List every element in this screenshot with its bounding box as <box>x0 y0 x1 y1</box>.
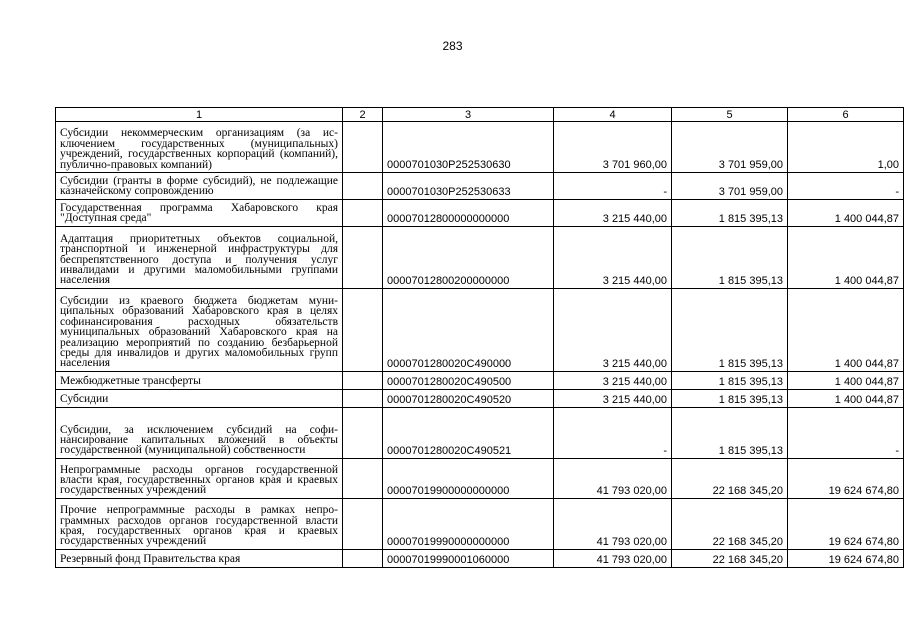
row-value-col6: 1 400 044,87 <box>788 226 904 288</box>
row-value-col6: 19 624 674,80 <box>788 498 904 549</box>
row-name-cell: Субсидии (гранты в форме субсидий), не подлежащие казначейскому сопровождению <box>56 173 343 200</box>
row-value-col4: 3 215 440,00 <box>554 288 672 371</box>
table-row <box>56 407 904 458</box>
row-col2-cell <box>343 122 383 173</box>
row-value-col6: - <box>788 407 904 458</box>
row-col2-cell <box>343 199 383 226</box>
row-col2-cell <box>343 549 383 567</box>
column-header: 3 <box>383 108 554 122</box>
table-row <box>56 458 904 498</box>
row-code-cell: 0000701280020C490500 <box>383 371 554 389</box>
row-value-col6: 19 624 674,80 <box>788 458 904 498</box>
table-row <box>56 549 904 567</box>
table-row <box>56 226 904 288</box>
row-value-col4: 3 215 440,00 <box>554 371 672 389</box>
table-header-row <box>56 108 904 122</box>
row-col2-cell <box>343 458 383 498</box>
row-code-cell: 00007019990001060000 <box>383 549 554 567</box>
row-code-cell: 00007019990000000000 <box>383 498 554 549</box>
row-col2-cell <box>343 288 383 371</box>
row-value-col5: 3 701 959,00 <box>672 173 788 200</box>
row-value-col5: 1 815 395,13 <box>672 199 788 226</box>
row-value-col6: 1 400 044,87 <box>788 288 904 371</box>
row-name-cell: Межбюджетные трансферты <box>56 371 343 389</box>
row-value-col6: 1,00 <box>788 122 904 173</box>
row-value-col6: 19 624 674,80 <box>788 549 904 567</box>
column-header: 1 <box>56 108 343 122</box>
row-value-col4: 3 215 440,00 <box>554 226 672 288</box>
row-value-col4: 41 793 020,00 <box>554 549 672 567</box>
column-header: 2 <box>343 108 383 122</box>
row-value-col4: 3 701 960,00 <box>554 122 672 173</box>
table-row <box>56 122 904 173</box>
row-name-cell: Прочие непрограммные расходы в рамках непрограммных расходов органов государственной власти края, государственных органов края и краевых государственных учреждений <box>56 498 343 549</box>
row-code-cell: 0000701280020C490000 <box>383 288 554 371</box>
table-row <box>56 498 904 549</box>
row-value-col5: 1 815 395,13 <box>672 389 788 407</box>
row-name-cell: Резервный фонд Правительства края <box>56 549 343 567</box>
row-value-col5: 22 168 345,20 <box>672 549 788 567</box>
row-value-col4: 3 215 440,00 <box>554 389 672 407</box>
row-name-cell: Субсидии из краевого бюджета бюджетам муниципальных образований Хабаровского края в целях софинансирования расходных обязательств муниципальных образований Хабаровского края на реализацию мероприятий по созданию безбарьерной среды для инвалидов и других маломобильных групп населения <box>56 288 343 371</box>
row-col2-cell <box>343 389 383 407</box>
row-col2-cell <box>343 226 383 288</box>
row-name-cell: Субсидии некоммерческим организациям (за исключением государственных (муниципальных) учреждений, государственных корпораций (компаний), публично-правовых компаний) <box>56 122 343 173</box>
page-number: 283 <box>442 39 463 53</box>
row-value-col5: 1 815 395,13 <box>672 407 788 458</box>
table-row <box>56 173 904 200</box>
column-header: 6 <box>788 108 904 122</box>
table-row <box>56 389 904 407</box>
row-value-col4: 41 793 020,00 <box>554 458 672 498</box>
row-code-cell: 0000701030P252530630 <box>383 122 554 173</box>
row-value-col5: 22 168 345,20 <box>672 458 788 498</box>
row-code-cell: 00007012800000000000 <box>383 199 554 226</box>
table-row <box>56 199 904 226</box>
row-value-col5: 22 168 345,20 <box>672 498 788 549</box>
row-col2-cell <box>343 371 383 389</box>
row-name-cell: Субсидии <box>56 389 343 407</box>
row-col2-cell <box>343 498 383 549</box>
row-name-cell: Адаптация приоритетных объектов социальной, транспортной и инженерной инфраструктуры для беспрепятственного доступа и получения услуг инвалидами и другими маломобильными группами населения <box>56 226 343 288</box>
budget-table <box>55 107 904 568</box>
row-value-col5: 1 815 395,13 <box>672 288 788 371</box>
row-value-col4: 3 215 440,00 <box>554 199 672 226</box>
row-value-col4: 41 793 020,00 <box>554 498 672 549</box>
table-row <box>56 288 904 371</box>
row-name-cell: Непрограммные расходы органов государственной власти края, государственных органов края и краевых государственных учреждений <box>56 458 343 498</box>
column-header: 5 <box>672 108 788 122</box>
row-value-col6: 1 400 044,87 <box>788 199 904 226</box>
row-value-col5: 3 701 959,00 <box>672 122 788 173</box>
row-value-col6: - <box>788 173 904 200</box>
table-row <box>56 371 904 389</box>
row-col2-cell <box>343 173 383 200</box>
row-value-col4: - <box>554 407 672 458</box>
row-code-cell: 0000701280020C490520 <box>383 389 554 407</box>
row-value-col5: 1 815 395,13 <box>672 226 788 288</box>
row-name-cell: Государственная программа Хабаровского края "Доступная среда" <box>56 199 343 226</box>
row-col2-cell <box>343 407 383 458</box>
row-code-cell: 0000701030P252530633 <box>383 173 554 200</box>
row-code-cell: 00007012800200000000 <box>383 226 554 288</box>
row-name-cell: Субсидии, за исключением субсидий на софинансирование капитальных вложений в объекты государственной (муниципальной) собственности <box>56 407 343 458</box>
row-value-col4: - <box>554 173 672 200</box>
row-value-col5: 1 815 395,13 <box>672 371 788 389</box>
row-value-col6: 1 400 044,87 <box>788 389 904 407</box>
row-code-cell: 00007019900000000000 <box>383 458 554 498</box>
row-value-col6: 1 400 044,87 <box>788 371 904 389</box>
row-code-cell: 0000701280020C490521 <box>383 407 554 458</box>
column-header: 4 <box>554 108 672 122</box>
